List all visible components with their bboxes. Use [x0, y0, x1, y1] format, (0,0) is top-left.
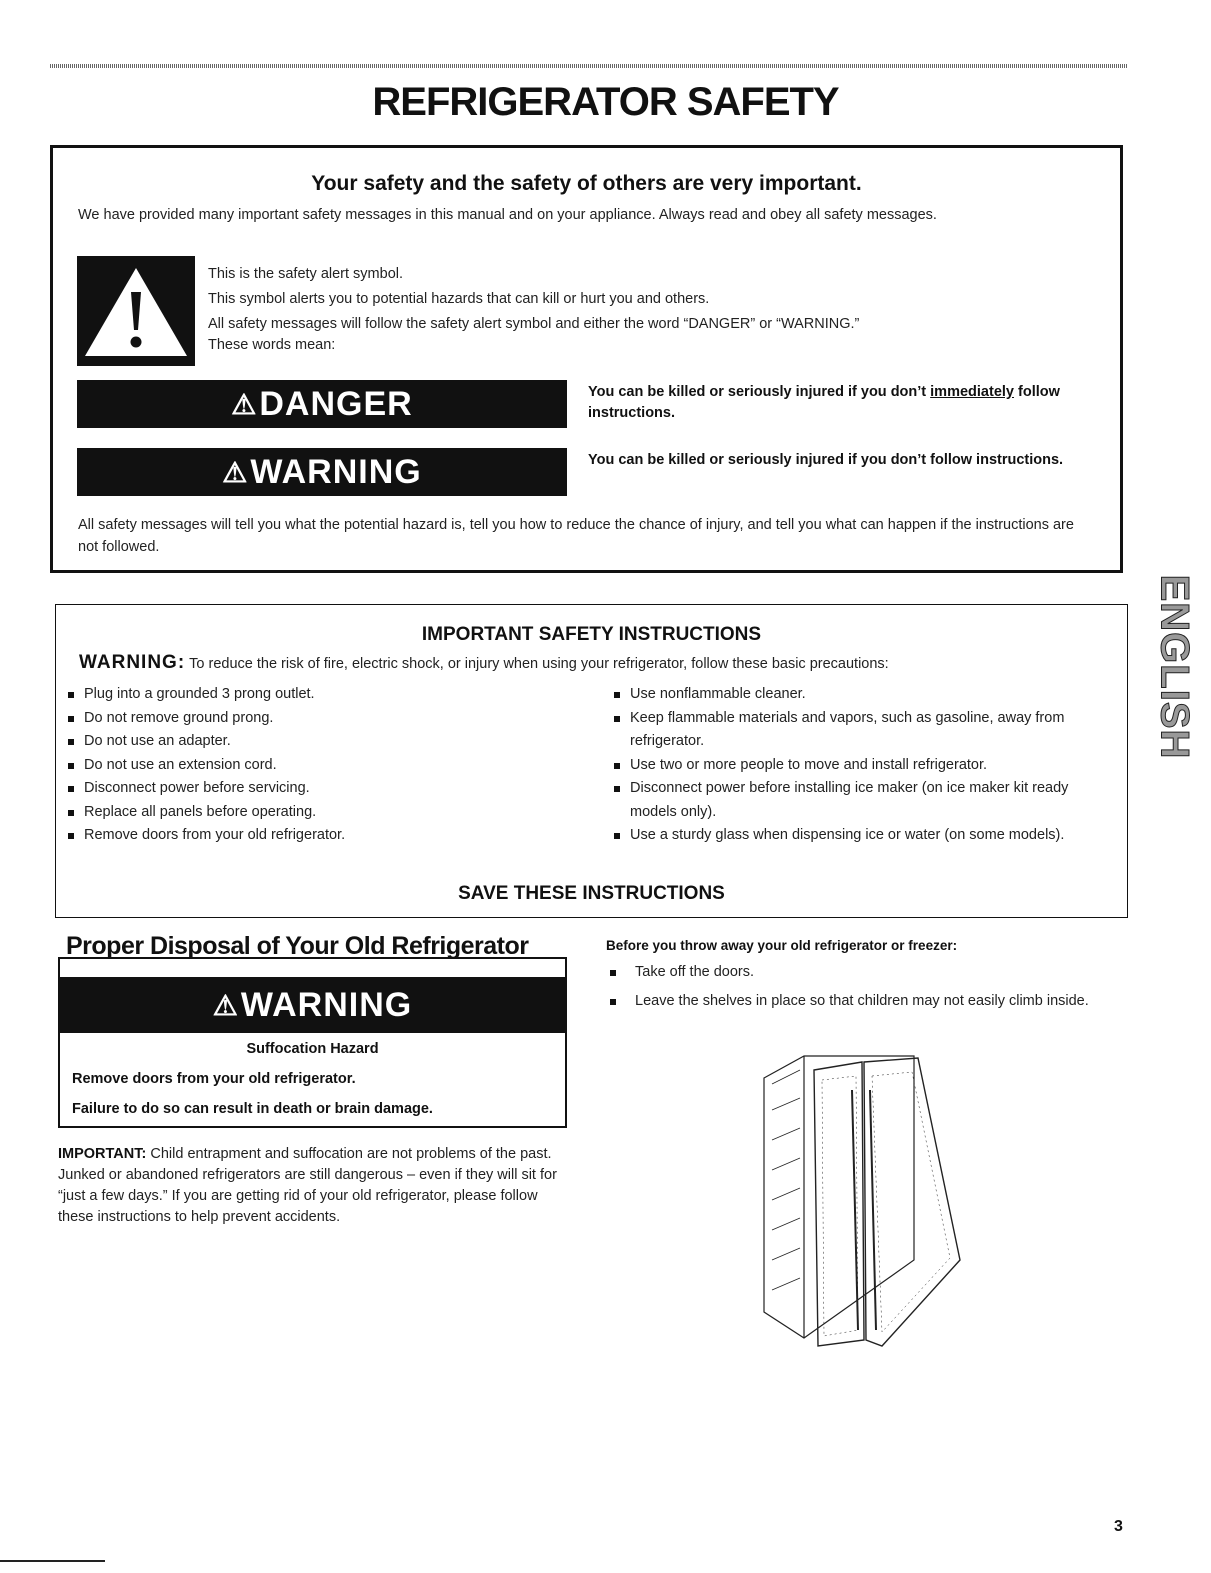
- list-item: Disconnect power before servicing.: [66, 777, 536, 801]
- danger-text: [588, 382, 1108, 424]
- page-title: REFRIGERATOR SAFETY: [372, 80, 839, 124]
- top-rule: [50, 64, 1128, 68]
- warning-label: WARNING:: [79, 652, 186, 673]
- important-label: IMPORTANT:: [58, 1146, 147, 1162]
- list-item: Plug into a grounded 3 prong outlet.: [66, 683, 536, 707]
- list-item: Use a sturdy glass when dispensing ice or water (on some models).: [612, 824, 1112, 848]
- page-number: 3: [1114, 1518, 1123, 1535]
- warning-text: You can be killed or seriously injured if you don’t follow instructions.: [588, 452, 1064, 468]
- disposal-title: Proper Disposal of Your Old Refrigerator: [66, 932, 529, 960]
- alert-line: This is the safety alert symbol.: [208, 266, 404, 282]
- list-item: Do not use an extension cord.: [66, 754, 536, 778]
- hazard-instruction: Remove doors from your old refrigerator.: [72, 1071, 356, 1087]
- list-item: Leave the shelves in place so that children may not easily climb inside.: [608, 991, 1108, 1012]
- hazard-name: Suffocation Hazard: [246, 1041, 379, 1057]
- important-instructions-box: [55, 604, 1128, 918]
- warning-signal-bar: [77, 448, 567, 496]
- warning-triangle-icon: ⚠: [231, 388, 258, 420]
- alert-line: These words mean:: [208, 337, 336, 353]
- suffocation-warning-box: [58, 957, 567, 1128]
- language-tab-label: ENGLISH: [1152, 574, 1197, 760]
- list-item: Take off the doors.: [608, 962, 1108, 983]
- safety-message-box: [50, 145, 1123, 573]
- list-item: Use two or more people to move and install refrigerator.: [612, 754, 1112, 778]
- precautions-right-list: [612, 683, 1112, 848]
- safety-alert-icon: [77, 256, 195, 366]
- warning-signal-bar: [60, 977, 565, 1033]
- alert-symbol-description: [208, 262, 859, 353]
- safety-intro: We have provided many important safety messages in this manual and on your appliance. Always read and obey all safety messages.: [78, 207, 937, 223]
- before-list: [608, 962, 1108, 1020]
- safety-heading: Your safety and the safety of others are very important.: [311, 172, 862, 195]
- safety-footer: All safety messages will tell you what the potential hazard is, tell you how to reduce the chance of injury, and tell you what can happen if the instructions are not followed.: [78, 517, 1074, 555]
- danger-text-part: follow instructions.: [588, 384, 1060, 421]
- list-item: Disconnect power before installing ice maker (on ice maker kit ready models only).: [612, 777, 1112, 824]
- alert-line: This symbol alerts you to potential hazards that can kill or hurt you and others.: [208, 291, 710, 307]
- warning-triangle-icon: ⚠: [212, 989, 239, 1021]
- warning-triangle-icon: ⚠: [222, 456, 249, 488]
- danger-label: DANGER: [259, 384, 413, 423]
- hazard-consequence: Failure to do so can result in death or brain damage.: [72, 1101, 433, 1117]
- language-tab: [1146, 562, 1198, 772]
- important-note: [58, 1144, 558, 1228]
- important-text: Child entrapment and suffocation are not problems of the past. Junked or abandoned refrigerators are still dangerous – even if they will sit for “just a few days.” If you are getting rid of your old refrigerator, please follow these instructions to help prevent accidents.: [58, 1146, 557, 1225]
- refrigerator-illustration: [752, 1050, 972, 1350]
- warning-label: WARNING: [240, 985, 413, 1024]
- danger-text-part: You can be killed or seriously injured if you don’t: [588, 384, 931, 400]
- precautions-left-list: [66, 683, 536, 848]
- danger-signal-bar: [77, 380, 567, 428]
- save-instructions: SAVE THESE INSTRUCTIONS: [458, 883, 725, 904]
- instructions-warning: [79, 652, 889, 674]
- warning-text: To reduce the risk of fire, electric shock, or injury when using your refrigerator, follow these basic precautions:: [189, 656, 889, 672]
- before-heading: Before you throw away your old refrigerator or freezer:: [606, 938, 958, 953]
- alert-line: All safety messages will follow the safety alert symbol and either the word “DANGER” or “WARNING.”: [208, 316, 860, 332]
- instructions-heading: IMPORTANT SAFETY INSTRUCTIONS: [421, 624, 762, 645]
- warning-label: WARNING: [250, 452, 422, 491]
- list-item: Use nonflammable cleaner.: [612, 683, 1112, 707]
- list-item: Remove doors from your old refrigerator.: [66, 824, 536, 848]
- list-item: Do not use an adapter.: [66, 730, 536, 754]
- danger-text-emphasis: immediately: [930, 384, 1014, 400]
- bottom-rule: [0, 1560, 105, 1562]
- list-item: Replace all panels before operating.: [66, 801, 536, 825]
- list-item: Do not remove ground prong.: [66, 707, 536, 731]
- list-item: Keep flammable materials and vapors, such as gasoline, away from refrigerator.: [612, 707, 1112, 754]
